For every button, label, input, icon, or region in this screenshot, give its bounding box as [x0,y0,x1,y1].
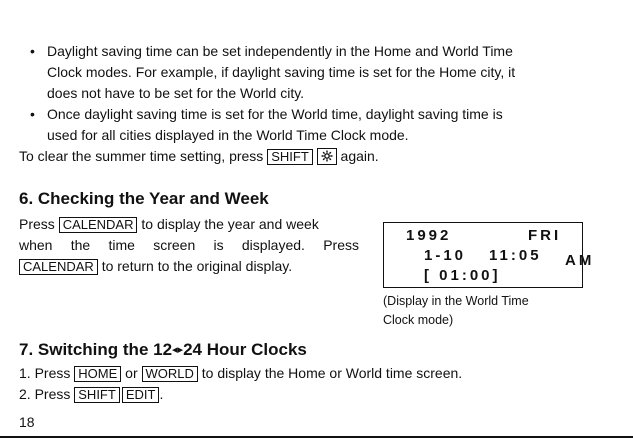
press-text: Press [19,216,55,232]
lcd-day: FRI [528,227,562,244]
calendar-key: CALENDAR [59,217,138,233]
section-6-line-3 [19,258,292,275]
step-1-text: to display the Home or World time screen. [201,365,463,381]
step-2 [19,386,163,403]
step-1-press: Press [34,365,71,381]
shift-key-2: SHIFT [74,387,120,403]
step-2-press: Press [34,386,71,402]
bullet-dot-1: • [30,43,35,59]
lcd-ampm: AM [565,252,595,269]
clear-text: To clear the summer time setting, press [19,148,264,164]
step-1-or: or [125,365,138,381]
lcd-week: [ 01:00] [424,267,501,284]
lcd-date: 1-10 [424,247,467,264]
caption-line-2: Clock mode) [383,313,454,327]
section-6-text: to display the year and week [141,216,319,232]
step-1-number: 1. [19,365,31,381]
gear-key [317,148,337,165]
lcd-display [383,222,595,288]
section-7-heading-pre: 7. Switching the 12 [19,340,173,359]
section-6-heading: 6. Checking the Year and Week [19,189,269,208]
bullet-2-line-1: Once daylight saving time is set for the World time, daylight saving time is [47,106,503,122]
lcd-time: 11:05 [489,247,542,264]
page-number: 18 [19,414,35,430]
section-7-heading-post: 24 Hour Clocks [183,340,307,359]
bullet-1-line-2: Clock modes. For example, if daylight saving time is set for the Home city, it [47,64,516,80]
caption-line-1: (Display in the World Time [383,294,529,308]
page-bottom-rule [0,436,633,438]
home-key: HOME [74,366,121,382]
world-key: WORLD [142,366,198,382]
step-1 [19,365,462,382]
section-6-line-1 [19,216,319,233]
section-6-line-2: when the time screen is displayed. Press [19,237,359,253]
return-text: to return to the original display. [101,258,293,274]
gear-icon [321,150,333,162]
bullet-1-line-1: Daylight saving time can be set independently in the Home and World Time [47,43,513,59]
step-2-number: 2. [19,386,31,402]
bullet-1-line-3: does not have to be set for the World city. [47,85,305,101]
section-7-heading [19,340,307,360]
lcd-year: 1992 [406,227,452,244]
bullet-2-line-2: used for all cities displayed in the World Time Clock mode. [47,127,409,143]
shift-key: SHIFT [267,149,313,165]
again-text: again. [340,148,379,164]
bullet-dot-2: • [30,106,35,122]
toggle-arrow-icon: ◂▸ [172,344,184,356]
step-2-period: . [159,386,164,402]
edit-key: EDIT [122,387,160,403]
clear-summer-time-line [19,148,379,165]
calendar-key-2: CALENDAR [19,259,98,275]
